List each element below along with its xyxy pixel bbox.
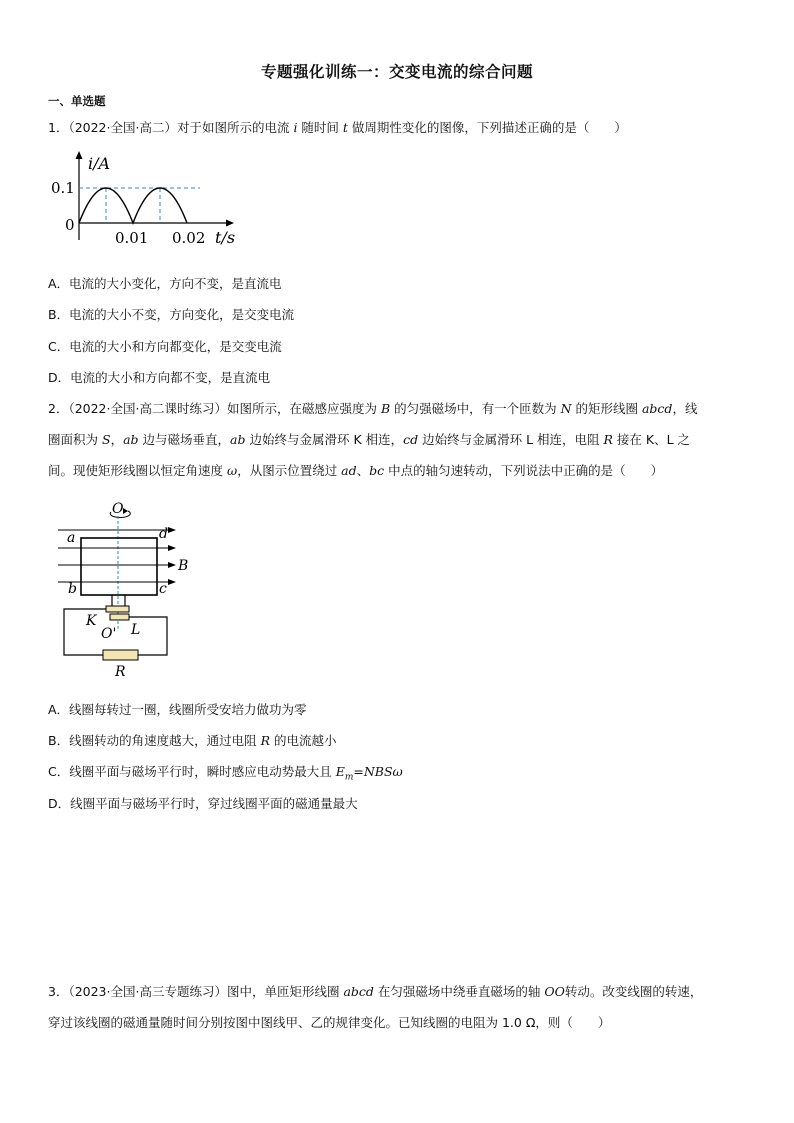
section-heading: 一、单选题	[48, 94, 106, 108]
rotating-coil-figure	[48, 498, 208, 683]
x-axis-arrow	[226, 220, 234, 227]
x-tick-0.01: 0.01	[115, 229, 149, 247]
coil-rectangle	[81, 538, 157, 595]
question-3-line-1: 3．（2023·全国·高三专题练习）图中，单匝矩形线圈 abcd 在匀强磁场中绕垂直磁场的轴 OO转动。改变线圈的转速，	[48, 984, 703, 999]
question-2-line-2: 圈面积为 S，ab 边与磁场垂直，ab 边始终与金属滑环 K 相连，cd 边始终与金属滑环 L 相连，电阻 R 接在 K、L 之	[48, 432, 691, 447]
label-r: R	[115, 664, 126, 680]
y-axis-arrow	[76, 151, 83, 159]
question-2-line-3: 间。现使矩形线圈以恒定角速度 ω，从图示位置绕过 ad、bc 中点的轴匀速转动，下列说法中正确的是（ ）	[48, 463, 664, 478]
x-tick-0.02: 0.02	[172, 229, 206, 247]
label-a: a	[67, 530, 76, 546]
origin-label: 0	[65, 216, 75, 234]
label-o-prime: O'	[101, 626, 117, 642]
current-curve	[79, 188, 187, 223]
y-tick-0.1: 0.1	[51, 179, 75, 197]
q2-option-c[interactable]: C．线圈平面与磁场平行时，瞬时感应电动势最大且 $E_m=NBS\omega$	[48, 764, 403, 783]
label-o: O	[112, 501, 124, 517]
page-title: 专题强化训练一：交变电流的综合问题	[260, 63, 533, 81]
label-b: b	[68, 581, 77, 597]
slip-ring-k	[106, 606, 129, 612]
x-axis-label: t/s	[215, 228, 236, 247]
current-time-graph	[48, 150, 248, 250]
label-c: c	[159, 581, 167, 597]
resistor-r	[103, 650, 138, 660]
question-2-line-1: 2．（2022·全国·高二课时练习）如图所示，在磁感应强度为 B 的匀强磁场中，有一个匝数为 N 的矩形线圈 abcd，线	[48, 401, 698, 416]
q1-option-c[interactable]: C．电流的大小和方向都变化，是交变电流	[48, 339, 282, 354]
question-3-line-2: 穿过该线圈的磁通量随时间分别按图中图线甲、乙的规律变化。已知线圈的电阻为 1.0 Ω，则（ ）	[48, 1015, 611, 1030]
y-axis-label: i/A	[88, 154, 111, 173]
q2-option-b[interactable]: B．线圈转动的角速度越大，通过电阻 R 的电流越小	[48, 733, 337, 748]
label-b-field: B	[178, 558, 189, 574]
q1-option-d[interactable]: D．电流的大小和方向都不变，是直流电	[48, 370, 271, 385]
q1-option-a[interactable]: A．电流的大小变化，方向不变，是直流电	[48, 276, 282, 291]
q2-option-a[interactable]: A．线圈每转过一圈，线圈所受安培力做功为零	[48, 702, 307, 717]
slip-ring-l	[110, 614, 129, 620]
circuit-left-wire	[64, 609, 106, 655]
q2-option-d[interactable]: D．线圈平面与磁场平行时，穿过线圈平面的磁通量最大	[48, 796, 358, 811]
label-k: K	[86, 613, 97, 629]
label-l: L	[131, 622, 141, 638]
question-1-stem: 1．（2022·全国·高二）对于如图所示的电流 i 随时间 t 做周期性变化的图像，下列描述正确的是（ ）	[48, 120, 627, 135]
q1-option-b[interactable]: B．电流的大小不变，方向变化，是交变电流	[48, 307, 295, 322]
label-d: d	[159, 526, 168, 542]
